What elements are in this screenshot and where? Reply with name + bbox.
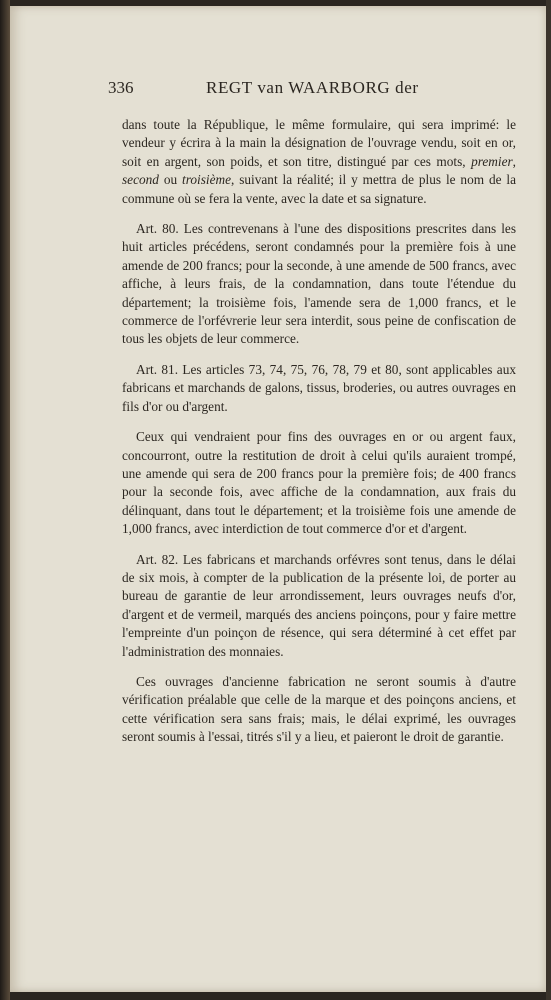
- paragraph-art-82: Art. 82. Les fabricans et marchands orfévres sont tenus, dans le délai de six mois, à compter de la publication de la présente loi, de porter au bureau de garantie de leur arrondissement, leurs ouvrages neufs d'or, d'argent et de vermeil, marqués des anciens poinçons, pour y faire mettre l'empreinte d'un poinçon de résence, qui sera déterminé à cet effet par l'administration des monnaies.: [122, 551, 516, 659]
- italic-term: second: [122, 172, 159, 188]
- text-run: dans toute la République, le même formulaire, qui sera imprimé: le vendeur y écrira à la main la désignation de l'ouvrage vendu, soit en or, soit en argent, son poids, et son titre, distingué par ces mots,: [122, 117, 516, 169]
- paragraph-faux-ouvrages: Ceux qui vendraient pour fins des ouvrages en or ou argent faux, concourront, outre la restitution de droit à celui qu'ils auraient trompé, une amende qui sera de 200 francs pour la première fois; de 400 francs pour la seconde fois, avec affiche de la condamnation, aux frais du délinquant, dans tout le département; et la troisième fois une amende de 1,000 francs, avec interdiction de tout commerce d'or et d'argent.: [122, 429, 516, 537]
- text-run: ou: [158, 172, 183, 188]
- paragraph-art-80: Art. 80. Les contrevenans à l'une des dispositions prescrites dans les huit articles précédens, seront condamnés pour la première fois à une amende de 200 francs; pour la seconde, à une amende de 500 francs, avec affiche, à leurs frais, de la condamnation, dans toute l'étendue du département; la troisième fois, l'amende sera de 1,000 francs, et le commerce de l'orfévrerie leur sera interdit, sous peine de confiscation de tous les objets de leur commerce.: [122, 221, 516, 347]
- italic-term: premier: [471, 153, 513, 169]
- running-title: REGT van WAARBORG der: [206, 78, 419, 97]
- book-spine-shadow: [0, 0, 10, 1000]
- body-text: [122, 116, 516, 759]
- text-run: , suivant la réalité; il y mettra de plus le nom de la commune où se fera la vente, avec la date et sa signature.: [122, 172, 516, 206]
- page-number: 336: [108, 78, 134, 97]
- page-header: [108, 78, 438, 106]
- paragraph-ancienne-fabrication: Ces ouvrages d'ancienne fabrication ne seront soumis à d'autre vérification préalable que celle de la marque et des poinçons anciens, et cette vérification sera sans frais; mais, le délai exprimé, les ouvrages seront soumis à l'essai, titrés s'il y a lieu, et paieront le droit de garantie.: [122, 673, 516, 745]
- paragraph-continuation: [122, 116, 516, 208]
- text-run: ,: [512, 153, 516, 169]
- page-edge: [546, 0, 551, 1000]
- paragraph-art-81: Art. 81. Les articles 73, 74, 75, 76, 78, 79 et 80, sont applicables aux fabricans et marchands de galons, tissus, broderies, ou autres ouvrages en fils d'or ou d'argent.: [122, 361, 516, 414]
- italic-term: troisième: [182, 172, 232, 188]
